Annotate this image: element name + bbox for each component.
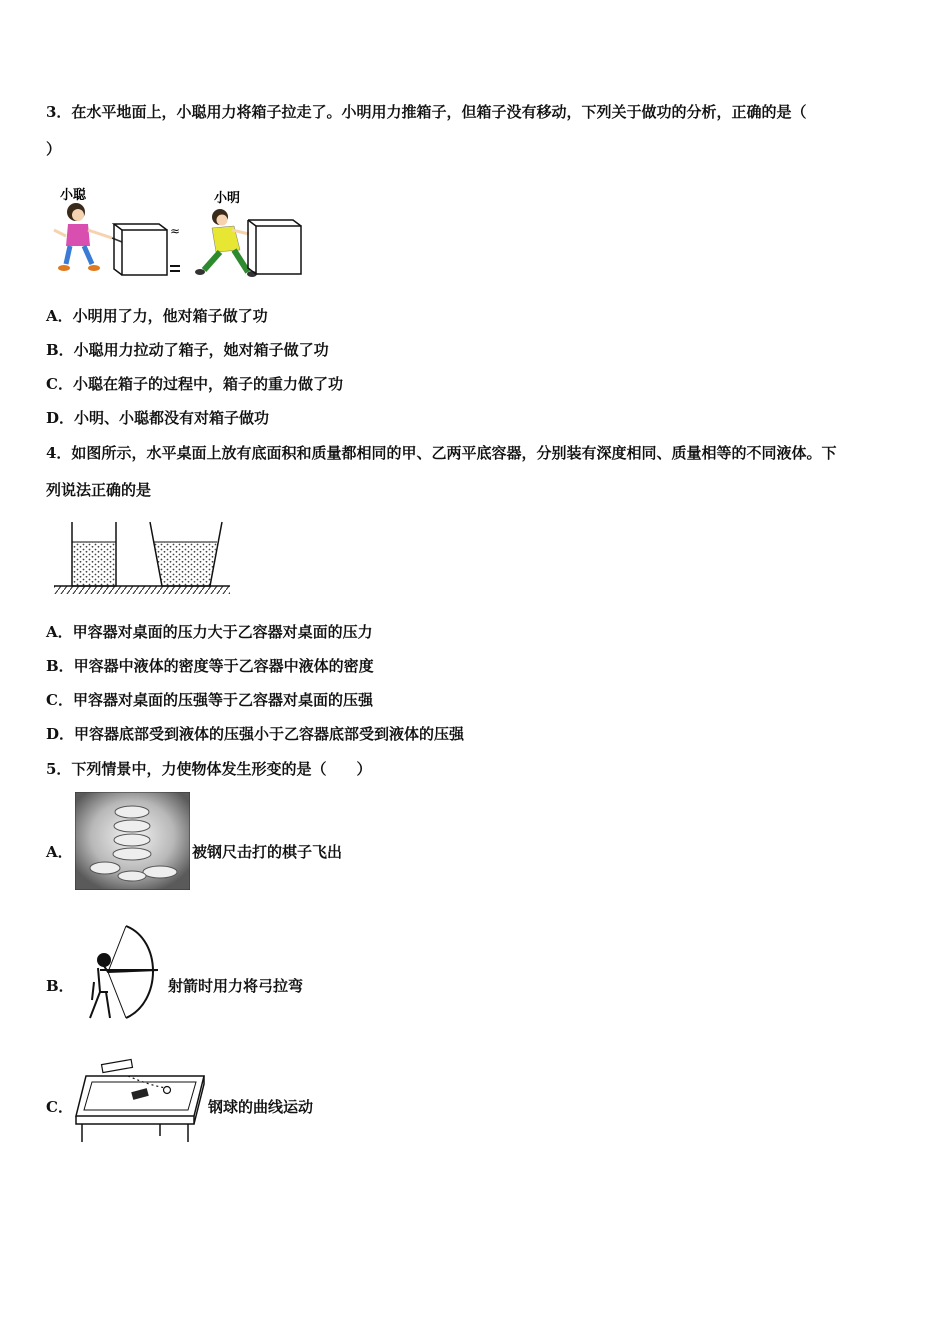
q5-option-b-letter: B． bbox=[46, 977, 74, 995]
archer-icon bbox=[90, 926, 158, 1018]
q5-option-b-caption: 射箭时用力将弓拉弯 bbox=[168, 977, 304, 995]
q3-figure-push-pull bbox=[44, 180, 306, 280]
q4-option-b: B．甲容器中液体的密度等于乙容器中液体的密度 bbox=[46, 657, 374, 675]
q4-stem-line2: 列说法正确的是 bbox=[46, 481, 152, 499]
q4-option-d: D．甲容器底部受到液体的压强小于乙容器底部受到液体的压强 bbox=[46, 725, 465, 743]
archer-drawing bbox=[78, 922, 164, 1022]
q3-option-b: B．小聪用力拉动了箱子，她对箱子做了功 bbox=[46, 341, 329, 359]
steel-ball-icon bbox=[164, 1087, 171, 1094]
chess-pieces-photo bbox=[75, 792, 190, 890]
girl-pulling-icon bbox=[54, 203, 122, 271]
q5-option-c-letter: C． bbox=[46, 1098, 73, 1116]
q4-option-c: C．甲容器对桌面的压强等于乙容器对桌面的压强 bbox=[46, 691, 373, 709]
q5-stem: 5．下列情景中，力使物体发生形变的是（ ） bbox=[46, 760, 372, 778]
q3-option-c: C．小聪在箱子的过程中，箱子的重力做了功 bbox=[46, 375, 343, 393]
box-right-icon bbox=[248, 220, 301, 274]
container-yi-icon bbox=[150, 522, 222, 586]
q4-stem-line1: 4．如图所示，水平桌面上放有底面积和质量都相同的甲、乙两平底容器，分别装有深度相同、质量相等的不同液体。下 bbox=[46, 444, 837, 462]
box-left-icon bbox=[114, 224, 167, 275]
q3-label-xiaocong: 小聪 bbox=[60, 188, 87, 203]
container-jia-icon bbox=[72, 522, 116, 586]
steel-ball-table-drawing bbox=[72, 1054, 208, 1146]
q3-label-xiaoming: 小明 bbox=[214, 191, 241, 206]
q3-stem-line1: 3．在水平地面上，小聪用力将箱子拉走了。小明用力推箱子，但箱子没有移动，下列关于做功的分析，正确的是（ bbox=[46, 103, 807, 121]
q5-option-c-caption: 钢球的曲线运动 bbox=[208, 1098, 314, 1116]
q4-option-a: A．甲容器对桌面的压力大于乙容器对桌面的压力 bbox=[46, 623, 373, 641]
svg-text:≈: ≈ bbox=[170, 224, 181, 238]
q5-option-a-letter: A． bbox=[46, 843, 73, 861]
q4-figure-containers bbox=[52, 518, 232, 602]
q3-option-d: D．小明、小聪都没有对箱子做功 bbox=[46, 409, 270, 427]
q3-stem-line2: ） bbox=[46, 140, 62, 158]
table-icon bbox=[76, 1076, 204, 1142]
q3-option-a: A．小明用了力，他对箱子做了功 bbox=[46, 307, 268, 325]
magnet-icon bbox=[131, 1088, 149, 1100]
ramp-icon bbox=[102, 1059, 133, 1072]
q5-option-a-caption: 被钢尺击打的棋子飞出 bbox=[192, 843, 343, 861]
